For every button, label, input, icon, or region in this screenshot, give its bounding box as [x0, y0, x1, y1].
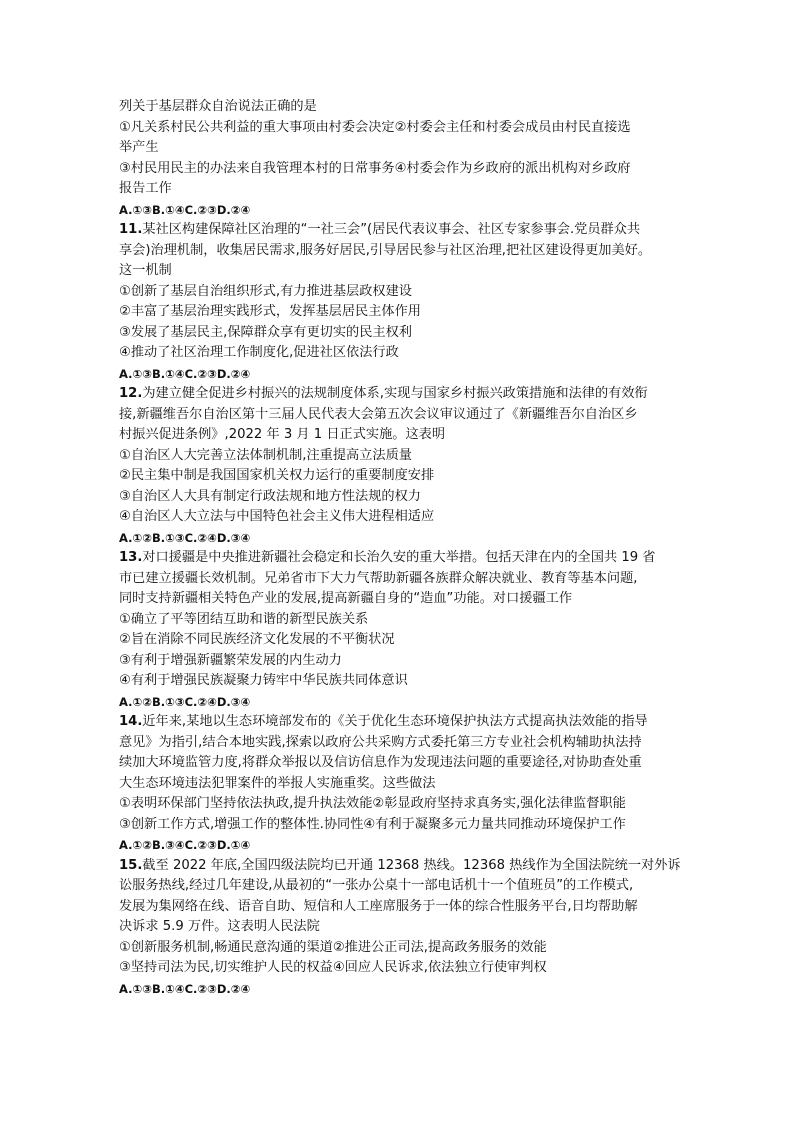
- question-option: 报告工作: [119, 181, 172, 196]
- question-stem: 讼服务热线,经过几年建设,从最初的“一张办公桌十一部电话机十一个值班员”的工作模式,: [119, 878, 634, 893]
- question-stem: [119, 220, 689, 241]
- question-option: ③创新工作方式,增强工作的整体性.协同性④有利于凝聚多元力量共同推动环境保护工作: [119, 816, 626, 832]
- question-15: [119, 856, 689, 1000]
- question-11: [119, 220, 689, 384]
- question-option: ③坚持司法为民,切实维护人民的权益④回应人民诉求,依法独立行使审判权: [119, 960, 547, 975]
- question-option: ①自治区人大完善立法体制机制,注重提高立法质量: [119, 447, 412, 463]
- question-stem: 意见》为指引,结合本地实践,探索以政府公共采购方式委托第三方专业社会机构辅助执法持: [119, 734, 642, 750]
- question-stem: 接,新疆维吾尔自治区第十三届人民代表大会第五次会议审议通过了《新疆维吾尔自治区乡: [119, 406, 638, 422]
- answer-choices: A.①③B.①④C.②③D.②④: [119, 202, 251, 217]
- question-stem-text: 某社区构建保障社区治理的“一社三会”(居民代表议事会、社区专家参事会.党员群众共: [142, 222, 641, 237]
- question-option: ②丰富了基层治理实践形式，发挥基层居民主体作用: [119, 304, 421, 319]
- question-option: ①确立了平等团结互助和谐的新型民族关系: [119, 611, 369, 627]
- question-stem-text: 对口援疆是中央推进新疆社会稳定和长治久安的重大举措。包括天津在内的全国共 19 省: [142, 550, 656, 565]
- question-stem-text: 近年来,某地以生态环境部发布的《关于优化生态环境保护执法方式提高执法效能的指导: [142, 714, 648, 729]
- question-option: ①凡关系村民公共利益的重大事项由村委会决定②村委会主任和村委会成员由村民直接选: [119, 119, 631, 135]
- question-stem: 市已建立援疆长效机制。兄弟省市下大力气帮助新疆各族群众解决就业、教育等基本问题,: [119, 570, 638, 586]
- question-option: ③自治区人大具有制定行政法规和地方性法规的权力: [119, 488, 421, 504]
- question-stem: 这一机制: [119, 263, 172, 278]
- question-number: 15.: [119, 857, 143, 873]
- answer-choices: A.①②B.①③C.②④D.③④: [119, 530, 251, 545]
- question-stem: 大生态环境违法犯罪案件的举报人实施重奖。这些做法: [119, 775, 436, 791]
- question-option: ②民主集中制是我国国家机关权力运行的重要制度安排: [119, 468, 435, 483]
- exam-page: [119, 97, 689, 999]
- question-10: [119, 97, 689, 220]
- question-stem: 同时支持新疆相关特色产业的发展,提高新疆自身的“造血”功能。对口援疆工作: [119, 591, 573, 606]
- question-option: ④推动了社区治理工作制度化,促进社区依法行政: [119, 345, 399, 360]
- question-stem: 决诉求 5.9 万件。这表明人民法院: [119, 919, 320, 934]
- question-option: ④自治区人大立法与中国特色社会主义伟大进程相适应: [119, 509, 435, 524]
- question-14: [119, 712, 689, 856]
- question-stem: [119, 384, 689, 405]
- question-13: [119, 548, 689, 712]
- answer-choices: A.①②B.①③C.②④D.③④: [119, 694, 251, 709]
- question-option: 举产生: [119, 140, 159, 155]
- question-option: ④有利于增强民族凝聚力铸牢中华民族共同体意识: [119, 673, 408, 688]
- answer-choices: A.①③B.①④C.②③D.②④: [119, 981, 251, 996]
- question-12: [119, 384, 689, 548]
- question-option: ③有利于增强新疆繁荣发展的内生动力: [119, 652, 342, 668]
- question-number: 11.: [119, 222, 143, 237]
- question-number: 14.: [119, 714, 143, 729]
- question-stem: 列关于基层群众自治说法正确的是: [119, 99, 317, 114]
- question-number: 13.: [119, 550, 143, 565]
- answer-choices: A.①③B.①④C.②③D.②④: [119, 366, 251, 381]
- question-option: ③村民用民主的办法来自我管理本村的日常事务④村委会作为乡政府的派出机构对乡政府: [119, 160, 631, 176]
- question-option: ①创新了基层自治组织形式,有力推进基层政权建设: [119, 283, 412, 299]
- question-stem-text: 为建立健全促进乡村振兴的法规制度体系,实现与国家乡村振兴政策措施和法律的有效衔: [142, 386, 648, 401]
- question-option: ①表明环保部门坚持依法执政,提升执法效能②彰显政府坚持求真务实,强化法律监督职能: [119, 796, 626, 811]
- question-stem: 发展为集网络在线、语音自助、短信和人工座席服务于一体的综合性服务平台,日均帮助解: [119, 898, 638, 914]
- question-stem: [119, 548, 689, 569]
- question-stem: [119, 712, 689, 733]
- question-number: 12.: [119, 386, 143, 401]
- question-option: ②旨在消除不同民族经济文化发展的不平衡状况: [119, 632, 395, 647]
- question-stem: 村振兴促进条例》,2022 年 3 月 1 日正式实施。这表明: [119, 427, 446, 442]
- answer-choices: A.①②B.③④C.②③D.①④: [119, 838, 251, 852]
- question-option: ①创新服务机制,畅通民意沟通的渠道②推进公正司法,提高政务服务的效能: [119, 939, 547, 955]
- question-option: ③发展了基层民主,保障群众享有更切实的民主权利: [119, 324, 412, 340]
- question-stem: [119, 856, 689, 877]
- question-stem: 享会)治理机制，收集居民需求,服务好居民,引导居民参与社区治理,把社区建设得更加美好。: [119, 242, 652, 258]
- question-stem-text: 截至 2022 年底,全国四级法院均已开通 12368 热线。12368 热线作为全国法院统一对外诉: [142, 857, 681, 873]
- question-stem: 续加大环境监管力度,将群众举报以及信访信息作为发现违法问题的重要途径,对协助查处重: [119, 755, 642, 770]
